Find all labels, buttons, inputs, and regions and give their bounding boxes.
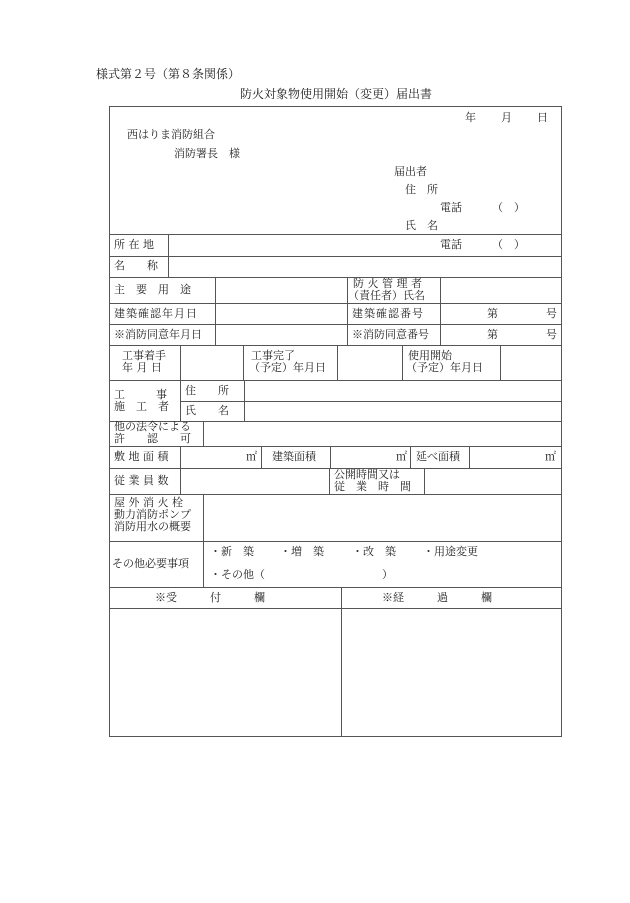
site-area-label: 敷 地 面 積 (114, 450, 169, 463)
applicant-phone-label: 電話 (440, 201, 462, 214)
consent-no-dai: 第 (487, 328, 498, 341)
date-day-label: 日 (537, 111, 548, 124)
outdoor-label-3: 消防用水の概要 (114, 520, 191, 533)
contractor-name-field[interactable] (246, 403, 560, 420)
date-month-label: 月 (501, 111, 512, 124)
addressee-title: 消防署長 様 (174, 147, 240, 160)
other-items-label: その他必要事項 (112, 557, 189, 570)
applicant-phone-parens: （ ） (492, 201, 525, 214)
other-law-label-2: 許 認 可 (114, 432, 191, 445)
fire-manager-label-1: 防 火 管 理 者 (353, 277, 422, 290)
applicant-address-field[interactable] (450, 182, 555, 197)
confirm-no-go: 号 (546, 307, 557, 320)
location-phone-parens: （ ） (492, 238, 525, 251)
name-label: 名 称 (114, 259, 158, 272)
location-phone-label: 電話 (440, 238, 462, 251)
contractor-name-label: 氏 名 (185, 404, 229, 417)
other-option-field[interactable] (272, 567, 380, 583)
option-use-change[interactable]: ・用途変更 (423, 545, 478, 558)
work-start-date-field[interactable] (182, 347, 242, 379)
use-start-label-1: 使用開始 (408, 349, 452, 362)
option-new-build[interactable]: ・新 築 (210, 545, 254, 558)
date-year-label: 年 (465, 111, 476, 124)
applicant-name-field[interactable] (450, 218, 555, 233)
hours-field[interactable] (426, 470, 560, 493)
fire-manager-label-2: （責任者）氏名 (348, 289, 425, 302)
building-area-unit: ㎡ (396, 450, 407, 463)
main-use-field[interactable] (217, 279, 345, 302)
site-area-unit: ㎡ (246, 450, 257, 463)
fire-manager-field[interactable] (442, 279, 560, 302)
use-start-label-2: （予定）年月日 (406, 361, 483, 374)
contractor-address-label: 住 所 (185, 384, 229, 397)
form-number: 様式第２号（第８条関係） (96, 67, 241, 81)
contractor-label-1: 工 事 (114, 388, 170, 401)
hours-label-1: 公開時間又は (334, 468, 400, 481)
work-end-label-2: （予定）年月日 (249, 361, 326, 374)
progress-area (342, 609, 561, 736)
building-confirm-no-field[interactable] (499, 305, 544, 323)
employees-label: 従 業 員 数 (114, 474, 169, 487)
option-extension[interactable]: ・増 築 (280, 545, 324, 558)
main-use-label: 主 要 用 途 (114, 283, 191, 296)
confirm-no-dai: 第 (487, 307, 498, 320)
outdoor-field[interactable] (205, 496, 560, 540)
option-renovation[interactable]: ・改 築 (352, 545, 396, 558)
work-end-date-field[interactable] (339, 347, 401, 379)
fire-consent-no-field[interactable] (499, 326, 544, 344)
reception-label: ※受 付 欄 (155, 591, 265, 604)
work-end-label-1: 工事完了 (251, 349, 295, 362)
outdoor-label-1: 屋 外 消 火 栓 (114, 496, 183, 509)
consent-no-go: 号 (546, 328, 557, 341)
addressee-org: 西はりま消防組合 (127, 128, 215, 141)
floor-area-unit: ㎡ (545, 450, 556, 463)
other-law-field[interactable] (205, 423, 560, 445)
contractor-label-2: 施 工 者 (114, 400, 169, 413)
applicant-name-label: 氏 名 (405, 219, 438, 232)
work-start-label-2: 年 月 日 (122, 361, 162, 374)
option-other[interactable]: ・その他（ (210, 568, 265, 581)
building-confirm-no-label: 建築確認番号 (352, 307, 424, 320)
location-label: 所 在 地 (114, 238, 154, 251)
option-other-close: ） (382, 568, 393, 581)
floor-area-label: 延べ面積 (416, 450, 460, 463)
floor-area-field[interactable] (471, 448, 543, 467)
facility-name-field[interactable] (170, 258, 560, 276)
other-law-label-1: 他の法令による (114, 420, 191, 433)
site-area-field[interactable] (182, 448, 244, 467)
building-area-label: 建築面積 (272, 450, 316, 463)
reception-area (110, 609, 340, 736)
applicant-label: 届出者 (394, 165, 427, 178)
hours-label-2: 従 業 時 間 (334, 480, 411, 493)
use-start-date-field[interactable] (502, 347, 560, 379)
building-confirm-date-label: 建築確認年月日 (114, 307, 198, 320)
location-field[interactable] (170, 236, 430, 255)
form-title: 防火対象物使用開始（変更）届出書 (240, 87, 433, 101)
outdoor-label-2: 動力消防ポンプ (114, 508, 191, 521)
fire-consent-no-label: ※消防同意番号 (352, 328, 429, 341)
work-start-label-1: 工事着手 (122, 349, 166, 362)
applicant-address-label: 住 所 (405, 183, 438, 196)
building-area-field[interactable] (332, 448, 394, 467)
progress-label: ※経 過 欄 (382, 591, 492, 604)
contractor-address-field[interactable] (246, 382, 560, 400)
fire-consent-date-label: ※消防同意年月日 (114, 328, 202, 341)
building-confirm-date-field[interactable] (217, 305, 345, 323)
employees-field[interactable] (182, 470, 328, 493)
fire-consent-date-field[interactable] (217, 326, 345, 344)
